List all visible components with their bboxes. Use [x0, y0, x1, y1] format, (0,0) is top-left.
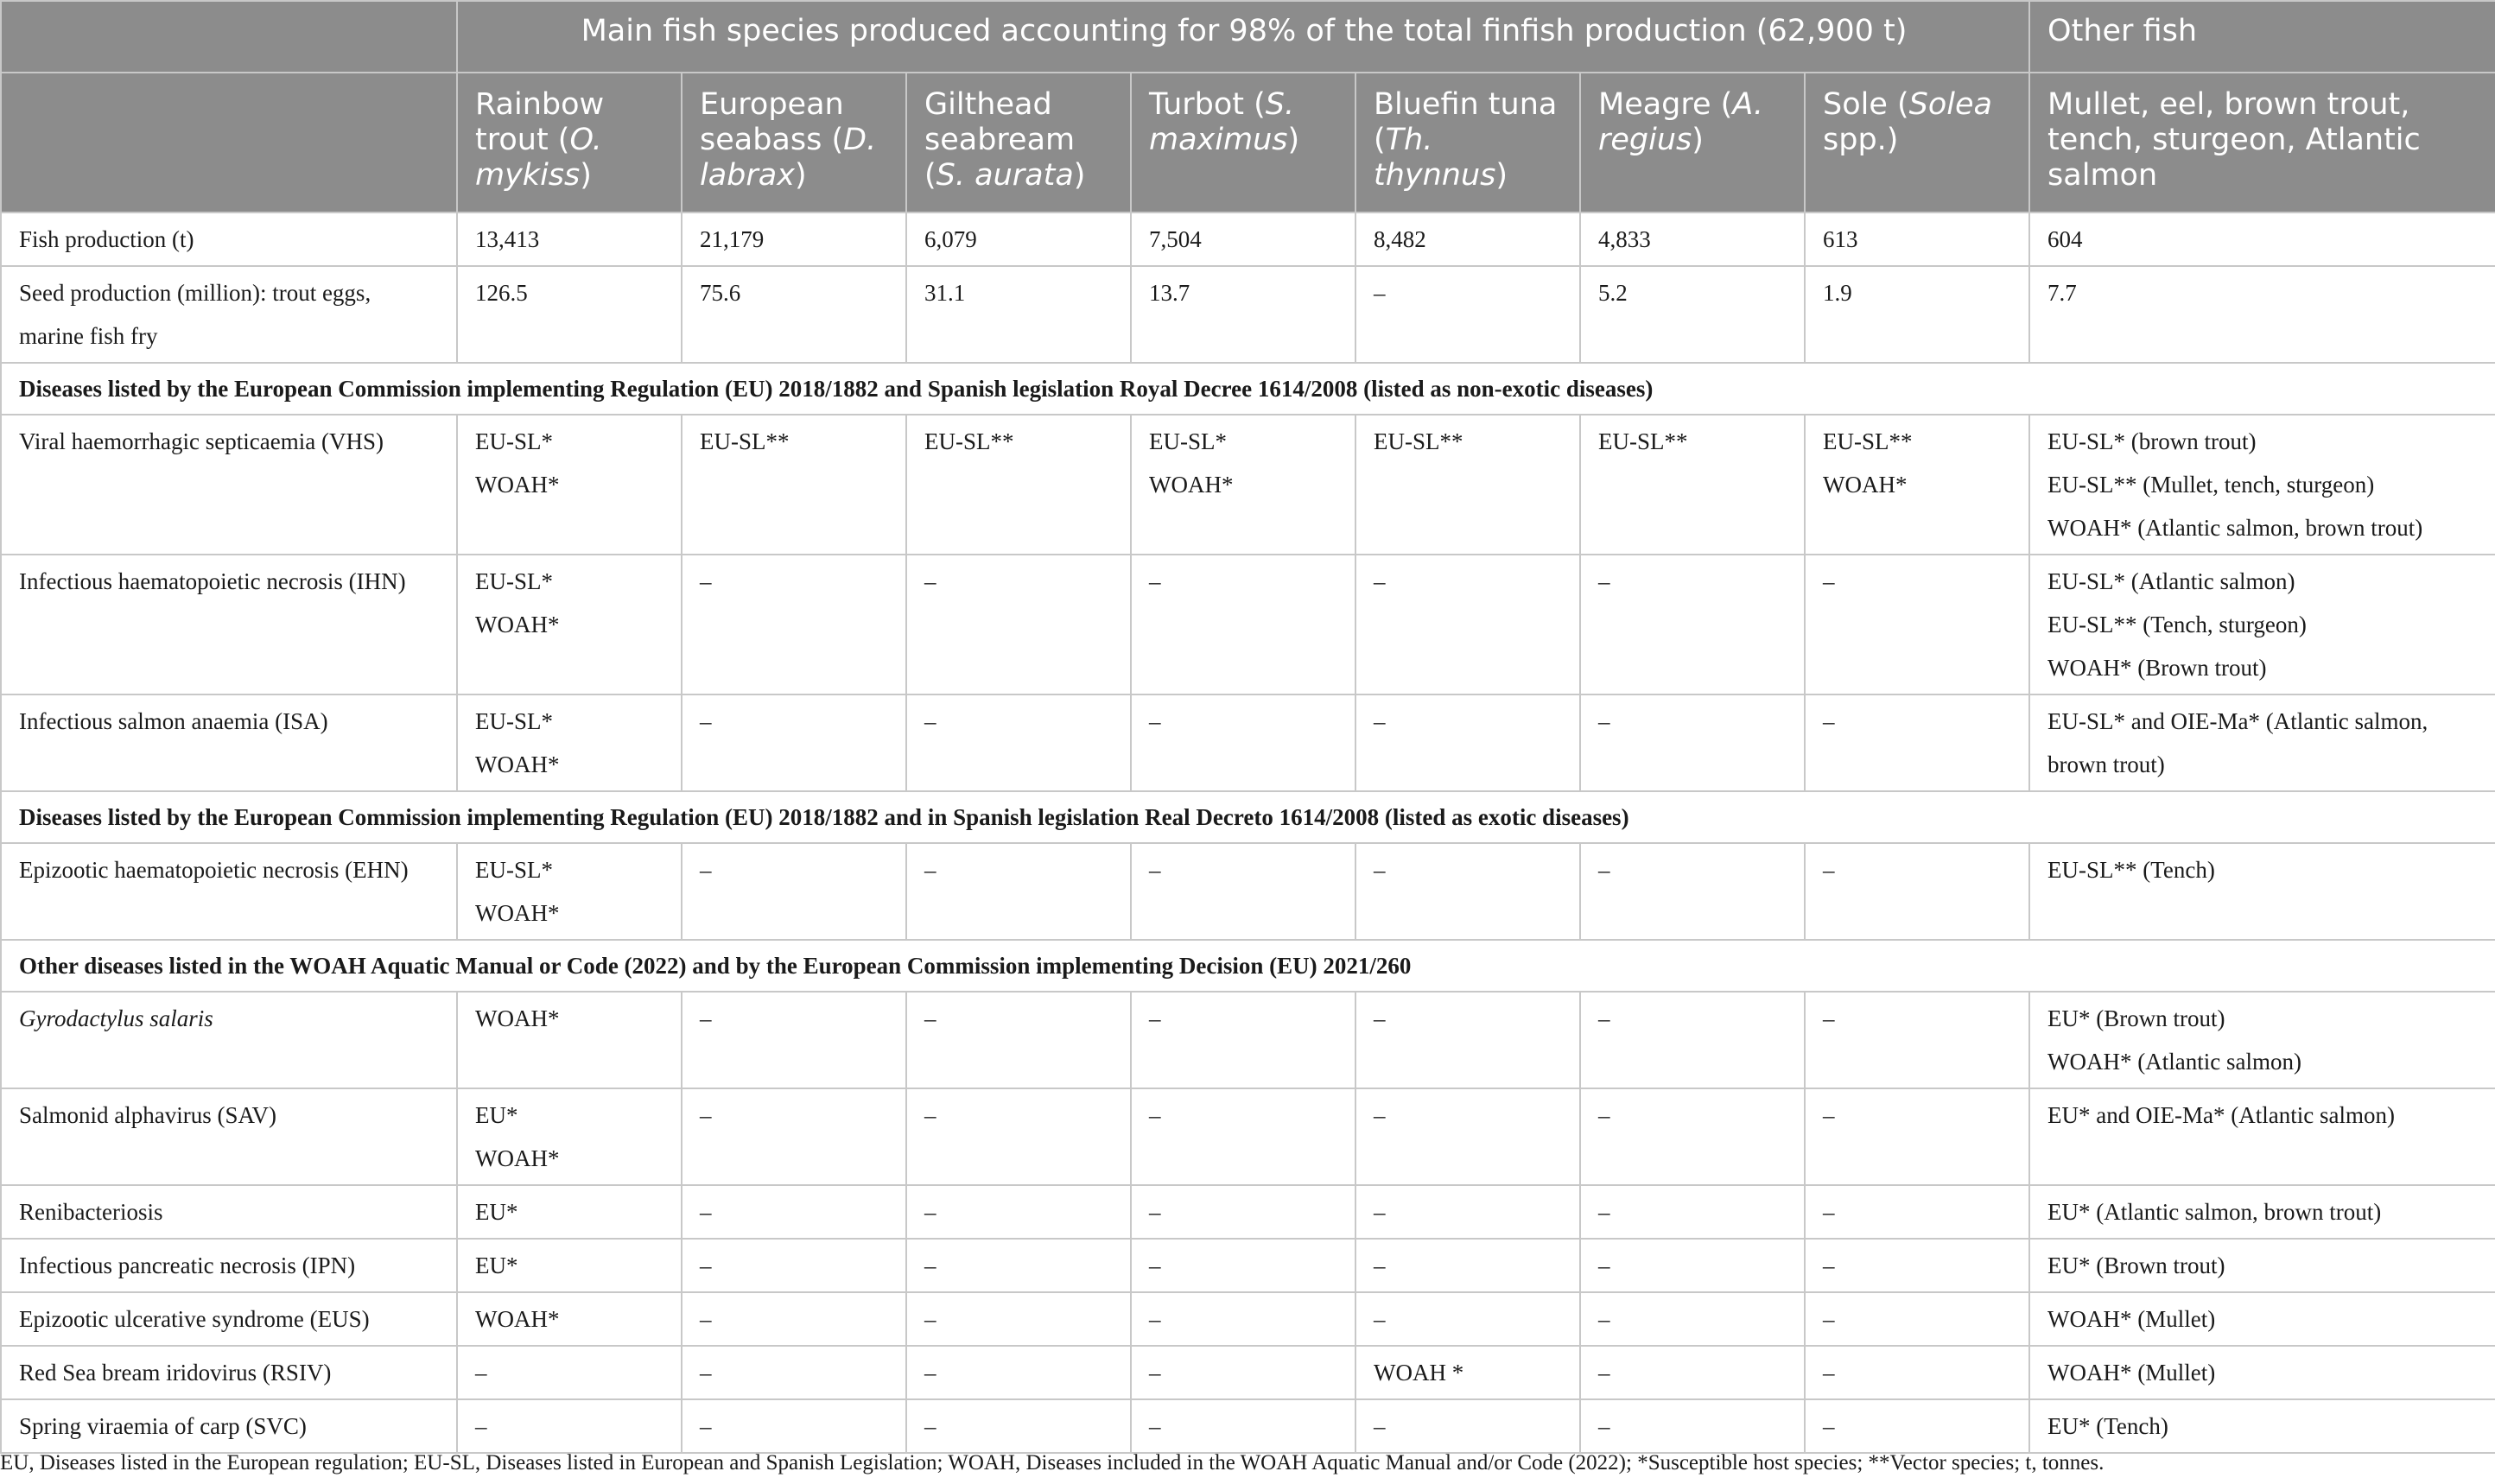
table-cell: [1355, 212, 1580, 266]
table-cell: [1805, 1185, 2029, 1239]
table-cell: [1131, 992, 1355, 1088]
cell-line: –: [1149, 1005, 1161, 1031]
section-heading: Diseases listed by the European Commission implementing Regulation (EU) 2018/1882 and Spanish legislation Royal Decree 1614/2008 (listed as non-exotic diseases): [1, 363, 2495, 415]
cell-line: –: [475, 1413, 487, 1439]
table-cell: [1580, 212, 1805, 266]
table-cell: [682, 1399, 906, 1453]
table-row: [1, 992, 2495, 1088]
table-cell: [457, 555, 682, 694]
row-label: Gyrodactylus salaris: [1, 992, 457, 1088]
cell-line: 13.7: [1149, 280, 1190, 306]
table-cell: [1355, 1185, 1580, 1239]
cell-line: –: [700, 1360, 712, 1386]
table-row: [1, 1346, 2495, 1399]
cell-line: 613: [1823, 226, 1858, 252]
table-row: [1, 1399, 2495, 1453]
cell-line: EU*: [475, 1102, 518, 1128]
table-cell: [2029, 415, 2495, 555]
species-scientific-name: A. regius: [1598, 87, 1764, 157]
table-cell: [1355, 992, 1580, 1088]
cell-line: –: [700, 1199, 712, 1225]
cell-line: 7.7: [2047, 280, 2077, 306]
table-cell: [1131, 1346, 1355, 1399]
table-cell: [1131, 694, 1355, 791]
table-cell: [906, 1239, 1131, 1292]
row-label: Red Sea bream iridovirus (RSIV): [1, 1346, 457, 1399]
cell-line: –: [1823, 1306, 1835, 1332]
cell-line: –: [1374, 280, 1386, 306]
table-body: [1, 212, 2495, 1453]
table-cell: [1805, 1292, 2029, 1346]
cell-line: –: [924, 708, 936, 734]
table-cell: [1131, 1088, 1355, 1185]
table-cell: [1355, 1292, 1580, 1346]
cell-line: –: [1374, 1253, 1386, 1278]
cell-line: –: [1823, 857, 1835, 883]
table-cell: [1355, 694, 1580, 791]
cell-line: 8,482: [1374, 226, 1426, 252]
section-heading: Diseases listed by the European Commission implementing Regulation (EU) 2018/1882 and in Spanish legislation Real Decreto 1614/2008 (listed as exotic diseases): [1, 791, 2495, 843]
row-label: Infectious salmon anaemia (ISA): [1, 694, 457, 791]
cell-line: –: [475, 1360, 487, 1386]
table-cell: [1580, 1346, 1805, 1399]
species-scientific-name: D. labrax: [700, 123, 877, 193]
table-cell: [1131, 212, 1355, 266]
species-scientific-name: S. aurata: [936, 158, 1074, 193]
cell-line: EU-SL*: [1149, 428, 1227, 454]
table-cell: [2029, 1239, 2495, 1292]
cell-line: EU*: [475, 1253, 518, 1278]
cell-line: –: [924, 1413, 936, 1439]
header-corner-cell: [1, 1, 457, 73]
cell-line: EU-SL**: [924, 428, 1014, 454]
table-cell: [682, 1088, 906, 1185]
row-label: Infectious pancreatic necrosis (IPN): [1, 1239, 457, 1292]
table-cell: [682, 266, 906, 363]
cell-line: WOAH* (Mullet): [2047, 1306, 2216, 1332]
cell-line: EU* (Tench): [2047, 1413, 2168, 1439]
cell-line: –: [1823, 1360, 1835, 1386]
cell-line: –: [1149, 568, 1161, 594]
table-cell: [682, 415, 906, 555]
cell-line: EU-SL*: [475, 708, 553, 734]
cell-line: –: [1823, 708, 1835, 734]
table-cell: [2029, 1292, 2495, 1346]
table-row: [1, 1185, 2495, 1239]
table-cell: [1580, 1088, 1805, 1185]
table-cell: [1580, 555, 1805, 694]
table-cell: [906, 694, 1131, 791]
table-header: [1, 1, 2495, 212]
cell-line: –: [1149, 1413, 1161, 1439]
cell-line: –: [700, 857, 712, 883]
table-cell: [906, 555, 1131, 694]
table-cell: [457, 1088, 682, 1185]
cell-line: EU-SL** (Mullet, tench, sturgeon): [2047, 472, 2375, 498]
species-common-name: ): [1692, 123, 1704, 157]
table-cell: [682, 1346, 906, 1399]
other-fish-group-header: Other fish: [2029, 1, 2495, 73]
table-cell: [2029, 266, 2495, 363]
table-cell: [1580, 694, 1805, 791]
table-cell: [1580, 1292, 1805, 1346]
species-column-header: [906, 73, 1131, 212]
table-cell: [1580, 415, 1805, 555]
table-row: [1, 555, 2495, 694]
table-cell: [906, 1399, 1131, 1453]
table-cell: [1580, 992, 1805, 1088]
cell-line: –: [1823, 1005, 1835, 1031]
cell-line: WOAH* (Mullet): [2047, 1360, 2216, 1386]
table-cell: [2029, 843, 2495, 940]
table-cell: [1131, 1185, 1355, 1239]
cell-line: WOAH*: [475, 472, 560, 498]
cell-line: EU* (Atlantic salmon, brown trout): [2047, 1199, 2382, 1225]
cell-line: –: [1374, 1413, 1386, 1439]
cell-line: –: [1374, 857, 1386, 883]
table-cell: [1355, 266, 1580, 363]
cell-line: EU* and OIE-Ma* (Atlantic salmon): [2047, 1102, 2395, 1128]
cell-line: EU-SL**: [1374, 428, 1463, 454]
cell-line: EU* (Brown trout): [2047, 1005, 2225, 1031]
table-cell: [906, 1088, 1131, 1185]
cell-line: –: [1823, 1199, 1835, 1225]
table-cell: [906, 843, 1131, 940]
cell-line: EU-SL** (Tench): [2047, 857, 2215, 883]
table-cell: [1805, 555, 2029, 694]
cell-line: EU-SL**: [1598, 428, 1688, 454]
section-heading: Other diseases listed in the WOAH Aquatic Manual or Code (2022) and by the European Commission implementing Decision (EU) 2021/260: [1, 940, 2495, 992]
table-cell: [2029, 1346, 2495, 1399]
cell-line: –: [924, 1199, 936, 1225]
species-column-header: [457, 73, 682, 212]
table-cell: [682, 1185, 906, 1239]
species-common-name: Sole (: [1823, 87, 1909, 122]
header-row-groups: [1, 1, 2495, 73]
table-cell: [1131, 1399, 1355, 1453]
species-common-name: spp.): [1823, 123, 1899, 157]
cell-line: –: [700, 1005, 712, 1031]
table-row: [1, 266, 2495, 363]
table-cell: [906, 415, 1131, 555]
species-scientific-name: Solea: [1908, 87, 1993, 122]
table-cell: [2029, 212, 2495, 266]
table-cell: [2029, 1088, 2495, 1185]
cell-line: –: [1374, 1306, 1386, 1332]
table-cell: [2029, 555, 2495, 694]
cell-line: –: [1598, 1102, 1610, 1128]
table-cell: [457, 1292, 682, 1346]
cell-line: –: [1598, 857, 1610, 883]
cell-line: –: [1149, 1253, 1161, 1278]
table-cell: [457, 266, 682, 363]
cell-line: EU-SL*: [475, 568, 553, 594]
cell-line: –: [1149, 708, 1161, 734]
cell-line: WOAH* (Brown trout): [2047, 655, 2267, 681]
table-row: [1, 1239, 2495, 1292]
cell-line: 75.6: [700, 280, 741, 306]
table-cell: [457, 694, 682, 791]
species-common-name: Gilthead seabream (: [924, 87, 1076, 193]
species-common-name: ): [1495, 158, 1508, 193]
cell-line: WOAH*: [475, 900, 560, 926]
table-row: [1, 415, 2495, 555]
table-cell: [682, 555, 906, 694]
species-common-name: European seabass (: [700, 87, 844, 157]
cell-line: –: [1374, 1199, 1386, 1225]
cell-line: –: [700, 1102, 712, 1128]
cell-line: –: [1823, 1102, 1835, 1128]
cell-line: –: [924, 1360, 936, 1386]
cell-line: –: [924, 1306, 936, 1332]
species-scientific-name: S. maximus: [1149, 87, 1295, 157]
cell-line: –: [700, 1413, 712, 1439]
table-cell: [1805, 1239, 2029, 1292]
cell-line: WOAH*: [475, 1145, 560, 1171]
table-cell: [1580, 1239, 1805, 1292]
row-label: Epizootic ulcerative syndrome (EUS): [1, 1292, 457, 1346]
table-row: [1, 1292, 2495, 1346]
cell-line: WOAH* (Atlantic salmon): [2047, 1049, 2301, 1075]
header-corner-cell: [1, 73, 457, 212]
table-cell: [682, 992, 906, 1088]
table-cell: [682, 1239, 906, 1292]
table-cell: [1580, 843, 1805, 940]
table-cell: [1131, 415, 1355, 555]
species-scientific-name: O. mykiss: [475, 123, 602, 193]
table-cell: [457, 212, 682, 266]
species-column-header: [1355, 73, 1580, 212]
species-column-header: [1805, 73, 2029, 212]
row-label: Seed production (million): trout eggs, marine fish fry: [1, 266, 457, 363]
table-row: [1, 694, 2495, 791]
table-cell: [1355, 1088, 1580, 1185]
species-common-name: ): [580, 158, 592, 193]
cell-line: WOAH*: [475, 1005, 560, 1031]
main-species-group-header: Main fish species produced accounting for 98% of the total finfish production (62,900 t): [457, 1, 2029, 73]
table-cell: [1580, 1399, 1805, 1453]
cell-line: EU-SL**: [700, 428, 790, 454]
cell-line: EU-SL** (Tench, sturgeon): [2047, 612, 2307, 637]
cell-line: EU* (Brown trout): [2047, 1253, 2225, 1278]
table-cell: [906, 992, 1131, 1088]
species-common-name: Meagre (: [1598, 87, 1733, 122]
table-row: [1, 843, 2495, 940]
cell-line: –: [700, 1306, 712, 1332]
cell-line: 4,833: [1598, 226, 1651, 252]
cell-line: EU-SL*: [475, 428, 553, 454]
cell-line: WOAH*: [475, 612, 560, 637]
cell-line: EU-SL*: [475, 857, 553, 883]
table-cell: [457, 1399, 682, 1453]
cell-line: –: [1598, 568, 1610, 594]
cell-line: EU-SL* (brown trout): [2047, 428, 2257, 454]
table-cell: [682, 843, 906, 940]
table-footnote: EU, Diseases listed in the European regulation; EU-SL, Diseases listed in European and Spanish Legislation; WOAH, Diseases included in the WOAH Aquatic Manual and/or Code (2022); *Susceptible host species; **Vector species; t, tonnes.: [0, 1451, 2105, 1474]
species-column-header: [2029, 73, 2495, 212]
cell-line: –: [1823, 1413, 1835, 1439]
table-row: [1, 212, 2495, 266]
cell-line: –: [1598, 708, 1610, 734]
species-column-header: [1580, 73, 1805, 212]
cell-line: 13,413: [475, 226, 540, 252]
table-cell: [457, 415, 682, 555]
table-cell: [457, 843, 682, 940]
table-cell: [1355, 555, 1580, 694]
cell-line: –: [1598, 1199, 1610, 1225]
table-cell: [906, 1292, 1131, 1346]
species-column-header: [1131, 73, 1355, 212]
cell-line: 21,179: [700, 226, 765, 252]
cell-line: –: [700, 708, 712, 734]
cell-line: –: [1374, 568, 1386, 594]
species-column-header: [682, 73, 906, 212]
cell-line: EU-SL**: [1823, 428, 1913, 454]
table-cell: [1131, 555, 1355, 694]
table-cell: [1355, 843, 1580, 940]
cell-line: –: [1598, 1360, 1610, 1386]
cell-line: –: [1598, 1005, 1610, 1031]
table-cell: [1355, 1399, 1580, 1453]
species-common-name: Rainbow trout (: [475, 87, 605, 157]
table-cell: [1805, 415, 2029, 555]
cell-line: 604: [2047, 226, 2083, 252]
table-cell: [1805, 694, 2029, 791]
table-cell: [1805, 1399, 2029, 1453]
table-cell: [906, 266, 1131, 363]
table-cell: [906, 212, 1131, 266]
cell-line: WOAH*: [1149, 472, 1234, 498]
table-cell: [457, 1185, 682, 1239]
table-cell: [906, 1346, 1131, 1399]
cell-line: WOAH* (Atlantic salmon, brown trout): [2047, 515, 2423, 541]
cell-line: 6,079: [924, 226, 977, 252]
table-cell: [1805, 212, 2029, 266]
cell-line: –: [1374, 1005, 1386, 1031]
cell-line: –: [924, 568, 936, 594]
species-common-name: ): [1073, 158, 1086, 193]
species-common-name: Turbot (: [1149, 87, 1266, 122]
cell-line: –: [700, 568, 712, 594]
table-cell: [1580, 266, 1805, 363]
section-heading-row: [1, 363, 2495, 415]
row-label: Salmonid alphavirus (SAV): [1, 1088, 457, 1185]
section-heading-row: [1, 940, 2495, 992]
cell-line: –: [924, 1253, 936, 1278]
cell-line: 7,504: [1149, 226, 1202, 252]
row-label: Epizootic haematopoietic necrosis (EHN): [1, 843, 457, 940]
cell-line: –: [924, 1102, 936, 1128]
cell-line: EU-SL* (Atlantic salmon): [2047, 568, 2295, 594]
species-common-name: ): [794, 158, 807, 193]
species-scientific-name: Th. thynnus: [1374, 123, 1496, 193]
table-cell: [1805, 1346, 2029, 1399]
cell-line: 126.5: [475, 280, 528, 306]
table-cell: [457, 1239, 682, 1292]
table-cell: [1805, 992, 2029, 1088]
table-cell: [2029, 1399, 2495, 1453]
cell-line: EU-SL* and OIE-Ma* (Atlantic salmon,: [2047, 708, 2428, 734]
cell-line: –: [1598, 1413, 1610, 1439]
cell-line: –: [1149, 1102, 1161, 1128]
cell-line: WOAH*: [475, 1306, 560, 1332]
header-row-species: [1, 73, 2495, 212]
cell-line: –: [924, 857, 936, 883]
table-cell: [1805, 1088, 2029, 1185]
table-cell: [1355, 1346, 1580, 1399]
table-cell: [1131, 266, 1355, 363]
cell-line: EU*: [475, 1199, 518, 1225]
cell-line: –: [1823, 1253, 1835, 1278]
table-cell: [2029, 1185, 2495, 1239]
row-label: Spring viraemia of carp (SVC): [1, 1399, 457, 1453]
table-cell: [1131, 1239, 1355, 1292]
cell-line: 1.9: [1823, 280, 1852, 306]
cell-line: –: [1823, 568, 1835, 594]
table-cell: [2029, 992, 2495, 1088]
row-label: Renibacteriosis: [1, 1185, 457, 1239]
species-common-name: Bluefin tuna (: [1374, 87, 1558, 157]
species-common-name: ): [1287, 123, 1300, 157]
table-cell: [682, 694, 906, 791]
cell-line: –: [700, 1253, 712, 1278]
cell-line: –: [1374, 1102, 1386, 1128]
species-common-name: Mullet, eel, brown trout, tench, sturgeon, Atlantic salmon: [2047, 87, 2421, 193]
table-cell: [1805, 266, 2029, 363]
table-cell: [1355, 415, 1580, 555]
table-cell: [1805, 843, 2029, 940]
table-cell: [682, 1292, 906, 1346]
row-label: Infectious haematopoietic necrosis (IHN): [1, 555, 457, 694]
cell-line: 31.1: [924, 280, 966, 306]
table-cell: [457, 992, 682, 1088]
table-cell: [1131, 1292, 1355, 1346]
cell-line: –: [924, 1005, 936, 1031]
cell-line: brown trout): [2047, 752, 2165, 777]
cell-line: –: [1149, 857, 1161, 883]
table-row: [1, 1088, 2495, 1185]
table-cell: [457, 1346, 682, 1399]
section-heading-row: [1, 791, 2495, 843]
table-cell: [1131, 843, 1355, 940]
cell-line: –: [1598, 1306, 1610, 1332]
cell-line: –: [1598, 1253, 1610, 1278]
cell-line: WOAH *: [1374, 1360, 1464, 1386]
table-cell: [682, 212, 906, 266]
cell-line: 5.2: [1598, 280, 1628, 306]
cell-line: WOAH*: [1823, 472, 1908, 498]
table-cell: [1355, 1239, 1580, 1292]
cell-line: –: [1374, 708, 1386, 734]
row-label: Fish production (t): [1, 212, 457, 266]
table-cell: [1580, 1185, 1805, 1239]
cell-line: –: [1149, 1199, 1161, 1225]
row-label: Viral haemorrhagic septicaemia (VHS): [1, 415, 457, 555]
table-cell: [2029, 694, 2495, 791]
cell-line: WOAH*: [475, 752, 560, 777]
cell-line: –: [1149, 1360, 1161, 1386]
table-cell: [906, 1185, 1131, 1239]
cell-line: –: [1149, 1306, 1161, 1332]
